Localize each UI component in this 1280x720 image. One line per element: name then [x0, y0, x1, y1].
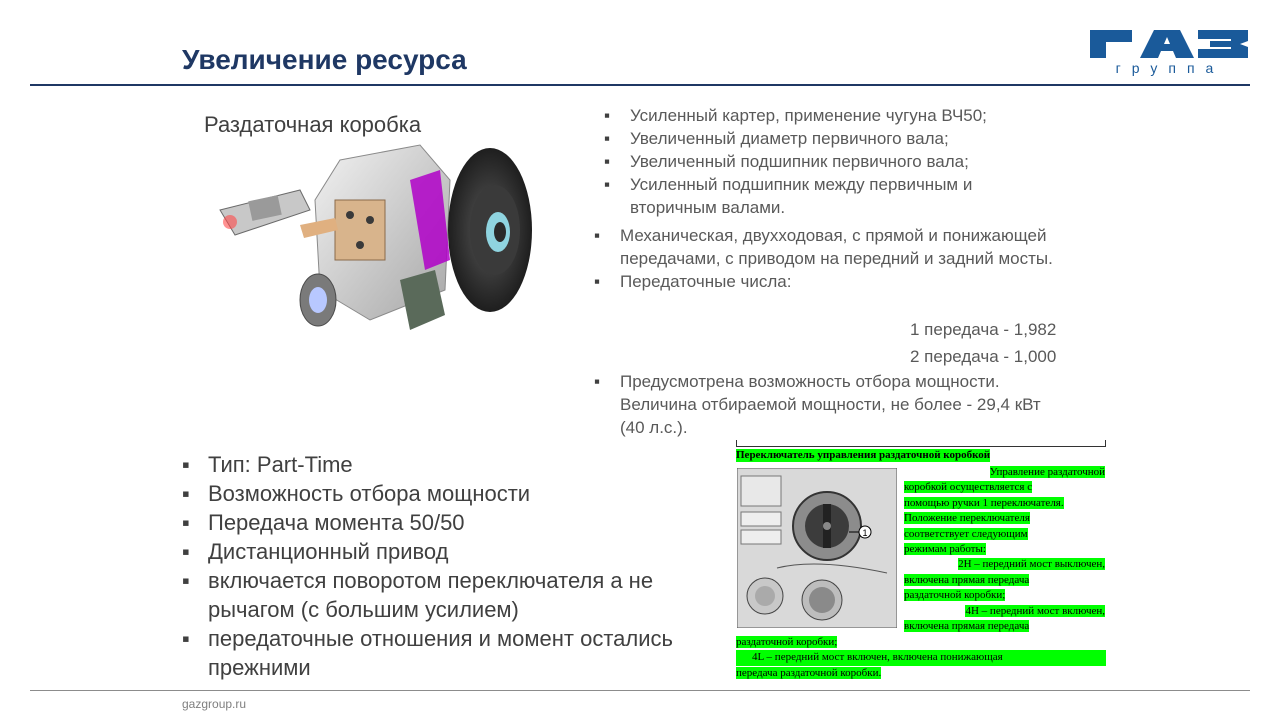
dashboard-switch-photo: [737, 468, 897, 628]
list-item: ▪ Возможность отбора мощности: [178, 479, 738, 508]
manual-line: раздаточной коробки;: [904, 589, 1006, 602]
manual-line: соответствует следующим: [904, 527, 1028, 540]
list-item: ▪ Дистанционный привод: [178, 537, 738, 566]
manual-line: включена прямая передача: [904, 620, 1030, 633]
list-item: ▪ Увеличенный подшипник первичного вала;: [600, 150, 1040, 173]
callout-number: 1: [862, 528, 868, 538]
footer-divider: [30, 690, 1250, 691]
manual-excerpt-title: Переключатель управления раздаточной коробкой: [736, 449, 991, 461]
spec-list: [590, 224, 1080, 293]
manual-line: передача раздаточной коробки.: [736, 666, 882, 679]
slide-title: Увеличение ресурса: [182, 44, 467, 75]
list-item: ▪ Усиленный картер, применение чугуна ВЧ50;: [600, 104, 1040, 127]
manual-line: 2H – передний мост выключен,: [958, 558, 1105, 571]
gear-ratio-1: 1 передача - 1,982: [910, 320, 1057, 339]
manual-line: коробкой осуществляется с: [904, 481, 1033, 494]
manual-line: режимам работы:: [904, 543, 986, 556]
manual-line: включена прямая передача: [904, 573, 1030, 586]
list-item: ▪ передаточные отношения и момент остались прежними: [178, 624, 738, 682]
list-item: ▪ Усиленный подшипник между первичным и вторичным валами.: [600, 173, 1040, 219]
manual-excerpt-body: [904, 465, 1105, 634]
manual-line: помощью ручки 1 переключателя.: [904, 496, 1064, 509]
transfer-case-image: [210, 140, 540, 340]
manual-line: Управление раздаточной: [989, 466, 1105, 478]
list-item: ▪ Тип: Part-Time: [178, 450, 738, 479]
gaz-group-logo: [1088, 28, 1252, 78]
list-item: ▪ Передача момента 50/50: [178, 508, 738, 537]
section-label: Раздаточная коробка: [204, 112, 422, 137]
list-item: ▪ Предусмотрена возможность отбора мощности. Величина отбираемой мощности, не более - 29,4 кВт (40 л.с.).: [590, 370, 1060, 439]
title-divider: [30, 84, 1250, 86]
list-item: ▪ включается поворотом переключателя а не рычагом (с большим усилием): [178, 566, 738, 624]
manual-line: раздаточной коробки;: [736, 636, 838, 648]
manual-line: 4L – передний мост включен, включена понижающая: [736, 650, 1106, 665]
pto-list: [590, 370, 1060, 439]
logo-subtitle: группа: [1115, 60, 1225, 76]
manual-excerpt-bracket: [736, 440, 1106, 447]
manual-excerpt-tail: [736, 635, 1106, 681]
case-improvements-list: [600, 104, 1040, 219]
manual-line: 4H – передний мост включен,: [965, 604, 1105, 617]
manual-line: Положение переключателя: [904, 512, 1030, 525]
features-list: [178, 450, 738, 682]
gear-ratio-2: 2 передача - 1,000: [910, 347, 1057, 366]
gear-ratios: [910, 316, 1056, 370]
list-item: ▪ Увеличенный диаметр первичного вала;: [600, 127, 1040, 150]
list-item: ▪ Передаточные числа:: [590, 270, 1080, 293]
list-item: ▪ Механическая, двухходовая, с прямой и понижающей передачами, с приводом на передний и задний мосты.: [590, 224, 1080, 270]
footer-url: gazgroup.ru: [182, 697, 247, 711]
